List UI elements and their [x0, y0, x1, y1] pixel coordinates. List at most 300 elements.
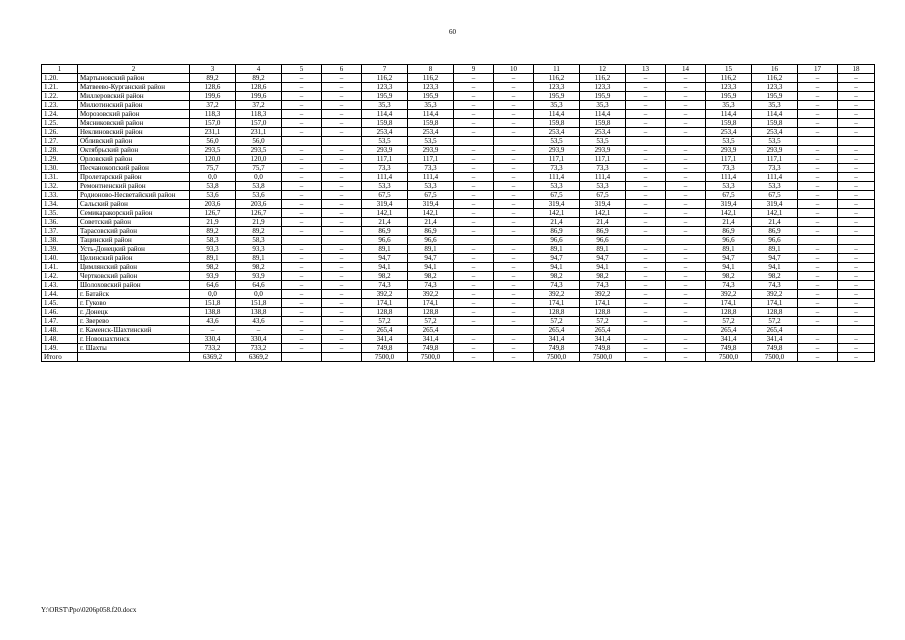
value-cell: –	[454, 344, 494, 353]
district-name-cell: Шолоховский район	[78, 281, 190, 290]
value-cell: 319,4	[580, 200, 626, 209]
value-cell: –	[666, 83, 706, 92]
value-cell: 98,2	[190, 263, 236, 272]
value-cell: 89,2	[190, 74, 236, 83]
value-cell: –	[626, 119, 666, 128]
value-cell: 7500,0	[706, 353, 752, 362]
value-cell: 174,1	[752, 299, 798, 308]
value-cell: 53,3	[534, 182, 580, 191]
column-header: 10	[494, 65, 534, 74]
value-cell: 341,4	[706, 335, 752, 344]
value-cell: 128,6	[190, 83, 236, 92]
value-cell: 74,3	[706, 281, 752, 290]
value-cell: 73,3	[534, 164, 580, 173]
value-cell: –	[322, 272, 362, 281]
value-cell: –	[322, 191, 362, 200]
value-cell: –	[626, 272, 666, 281]
value-cell: –	[666, 218, 706, 227]
value-cell: –	[282, 281, 322, 290]
value-cell: 94,1	[534, 263, 580, 272]
value-cell: 37,2	[236, 101, 282, 110]
value-cell: –	[322, 74, 362, 83]
value-cell: –	[494, 155, 534, 164]
value-cell: –	[626, 92, 666, 101]
value-cell: 174,1	[408, 299, 454, 308]
value-cell: 0,0	[190, 290, 236, 299]
value-cell: –	[322, 182, 362, 191]
column-header: 12	[580, 65, 626, 74]
row-number-cell: 1.39.	[42, 245, 78, 254]
value-cell: 98,2	[236, 263, 282, 272]
value-cell: –	[322, 173, 362, 182]
district-name-cell: Неклиновский район	[78, 128, 190, 137]
value-cell: 341,4	[752, 335, 798, 344]
value-cell: 733,2	[236, 344, 282, 353]
value-cell: 35,3	[408, 101, 454, 110]
row-number-cell: 1.22.	[42, 92, 78, 101]
row-number-cell: 1.48.	[42, 326, 78, 335]
column-header: 2	[78, 65, 190, 74]
value-cell	[454, 326, 494, 335]
value-cell: 330,4	[236, 335, 282, 344]
value-cell: –	[838, 290, 875, 299]
value-cell: 93,9	[190, 272, 236, 281]
value-cell: –	[666, 155, 706, 164]
value-cell: 21,4	[752, 218, 798, 227]
value-cell	[322, 236, 362, 245]
value-cell: 174,1	[580, 299, 626, 308]
value-cell: –	[282, 128, 322, 137]
row-number-cell: 1.47.	[42, 317, 78, 326]
district-name-cell: Морозовский район	[78, 110, 190, 119]
value-cell: 96,6	[752, 236, 798, 245]
value-cell: 114,4	[408, 110, 454, 119]
value-cell: 57,2	[752, 317, 798, 326]
value-cell: 174,1	[706, 299, 752, 308]
value-cell: –	[282, 200, 322, 209]
value-cell: 53,3	[362, 182, 408, 191]
data-table	[41, 64, 875, 362]
value-cell: –	[322, 110, 362, 119]
value-cell: –	[282, 218, 322, 227]
value-cell: 117,1	[752, 155, 798, 164]
value-cell: 111,4	[408, 173, 454, 182]
value-cell: –	[454, 254, 494, 263]
value-cell: 126,7	[236, 209, 282, 218]
value-cell: 89,2	[236, 74, 282, 83]
value-cell: 57,2	[534, 317, 580, 326]
value-cell: –	[494, 191, 534, 200]
value-cell: 74,3	[580, 281, 626, 290]
value-cell: –	[666, 317, 706, 326]
value-cell	[626, 236, 666, 245]
table-row	[42, 128, 875, 137]
value-cell: –	[282, 344, 322, 353]
value-cell: –	[236, 326, 282, 335]
table-row	[42, 200, 875, 209]
value-cell: –	[322, 335, 362, 344]
column-header: 1	[42, 65, 78, 74]
value-cell: –	[626, 227, 666, 236]
table-row	[42, 137, 875, 146]
value-cell: –	[626, 83, 666, 92]
value-cell: 319,4	[534, 200, 580, 209]
value-cell: 57,2	[580, 317, 626, 326]
value-cell: 89,1	[534, 245, 580, 254]
table-row	[42, 119, 875, 128]
value-cell: 73,3	[408, 164, 454, 173]
value-cell: –	[626, 101, 666, 110]
value-cell: 35,3	[706, 101, 752, 110]
value-cell: –	[494, 317, 534, 326]
value-cell	[666, 137, 706, 146]
value-cell: 53,3	[580, 182, 626, 191]
value-cell: 128,8	[534, 308, 580, 317]
value-cell: –	[798, 110, 838, 119]
value-cell: –	[494, 281, 534, 290]
column-header: 3	[190, 65, 236, 74]
value-cell: 330,4	[190, 335, 236, 344]
value-cell: 142,1	[706, 209, 752, 218]
value-cell	[626, 137, 666, 146]
row-number-cell: 1.31.	[42, 173, 78, 182]
value-cell: 128,8	[408, 308, 454, 317]
value-cell: –	[838, 200, 875, 209]
value-cell: –	[282, 263, 322, 272]
value-cell: –	[322, 164, 362, 173]
value-cell: –	[322, 254, 362, 263]
value-cell: 21,4	[408, 218, 454, 227]
value-cell: –	[454, 272, 494, 281]
column-header: 13	[626, 65, 666, 74]
value-cell: 253,4	[706, 128, 752, 137]
value-cell	[798, 236, 838, 245]
value-cell: 159,8	[534, 119, 580, 128]
row-number-cell: 1.40.	[42, 254, 78, 263]
value-cell: –	[626, 281, 666, 290]
value-cell: –	[282, 272, 322, 281]
value-cell: –	[798, 344, 838, 353]
table-row	[42, 335, 875, 344]
table-row	[42, 110, 875, 119]
value-cell: 195,9	[752, 92, 798, 101]
value-cell: 57,2	[362, 317, 408, 326]
value-cell: 89,1	[190, 254, 236, 263]
value-cell: 53,5	[534, 137, 580, 146]
district-name-cell: г. Каменск-Шахтинский	[78, 326, 190, 335]
value-cell: 265,4	[362, 326, 408, 335]
value-cell	[798, 326, 838, 335]
table-row	[42, 353, 875, 362]
value-cell: 35,3	[580, 101, 626, 110]
value-cell: –	[838, 245, 875, 254]
value-cell: 265,4	[408, 326, 454, 335]
value-cell: 159,8	[706, 119, 752, 128]
value-cell: –	[838, 155, 875, 164]
value-cell: –	[666, 299, 706, 308]
value-cell: 35,3	[362, 101, 408, 110]
district-name-cell: г. Зверево	[78, 317, 190, 326]
value-cell: 96,6	[706, 236, 752, 245]
value-cell: –	[494, 128, 534, 137]
value-cell: –	[626, 290, 666, 299]
column-header: 6	[322, 65, 362, 74]
value-cell: –	[454, 119, 494, 128]
value-cell: –	[454, 146, 494, 155]
value-cell	[838, 326, 875, 335]
value-cell: 116,2	[362, 74, 408, 83]
value-cell: 111,4	[362, 173, 408, 182]
value-cell: –	[798, 155, 838, 164]
value-cell: 43,6	[190, 317, 236, 326]
value-cell: 67,5	[408, 191, 454, 200]
value-cell: 114,4	[706, 110, 752, 119]
district-name-cell: Сальский район	[78, 200, 190, 209]
value-cell: –	[322, 146, 362, 155]
value-cell: 111,4	[752, 173, 798, 182]
table-row	[42, 155, 875, 164]
value-cell: 118,3	[236, 110, 282, 119]
value-cell: 114,4	[752, 110, 798, 119]
row-number-cell: 1.32.	[42, 182, 78, 191]
value-cell: 293,9	[706, 146, 752, 155]
value-cell: 64,6	[190, 281, 236, 290]
value-cell: –	[798, 128, 838, 137]
value-cell: 142,1	[408, 209, 454, 218]
row-number-cell: 1.24.	[42, 110, 78, 119]
value-cell: –	[626, 182, 666, 191]
value-cell: –	[666, 335, 706, 344]
table-row	[42, 182, 875, 191]
value-cell: –	[626, 317, 666, 326]
value-cell: 174,1	[362, 299, 408, 308]
value-cell: 21,4	[362, 218, 408, 227]
district-name-cell: Песчанокопский район	[78, 164, 190, 173]
value-cell: –	[838, 272, 875, 281]
value-cell: –	[798, 335, 838, 344]
column-header: 14	[666, 65, 706, 74]
value-cell: –	[626, 173, 666, 182]
value-cell: –	[454, 290, 494, 299]
value-cell: 319,4	[408, 200, 454, 209]
value-cell: 392,2	[580, 290, 626, 299]
value-cell: –	[322, 92, 362, 101]
value-cell: 253,4	[580, 128, 626, 137]
value-cell: 195,9	[408, 92, 454, 101]
value-cell: –	[626, 218, 666, 227]
row-number-cell: 1.35.	[42, 209, 78, 218]
district-name-cell: Чертковский район	[78, 272, 190, 281]
value-cell: 21,9	[236, 218, 282, 227]
column-header: 5	[282, 65, 322, 74]
value-cell: 138,8	[190, 308, 236, 317]
value-cell: 293,5	[236, 146, 282, 155]
value-cell: 53,8	[190, 182, 236, 191]
value-cell: 58,3	[236, 236, 282, 245]
table-row	[42, 236, 875, 245]
value-cell: –	[282, 101, 322, 110]
value-cell: –	[282, 227, 322, 236]
value-cell: 67,5	[362, 191, 408, 200]
value-cell: 64,6	[236, 281, 282, 290]
value-cell: 74,3	[534, 281, 580, 290]
value-cell: –	[626, 191, 666, 200]
value-cell: 0,0	[190, 173, 236, 182]
value-cell: 128,8	[752, 308, 798, 317]
value-cell: –	[798, 209, 838, 218]
value-cell: –	[666, 272, 706, 281]
value-cell: 86,9	[408, 227, 454, 236]
column-header: 4	[236, 65, 282, 74]
value-cell: –	[282, 146, 322, 155]
value-cell: –	[494, 146, 534, 155]
value-cell: –	[838, 317, 875, 326]
value-cell: 67,5	[534, 191, 580, 200]
column-header: 9	[454, 65, 494, 74]
value-cell: –	[838, 191, 875, 200]
district-name-cell: Матвеево-Курганский район	[78, 83, 190, 92]
value-cell: 7500,0	[408, 353, 454, 362]
value-cell: 94,1	[408, 263, 454, 272]
value-cell: 94,7	[408, 254, 454, 263]
district-name-cell: Октябрьский район	[78, 146, 190, 155]
value-cell: 319,4	[362, 200, 408, 209]
value-cell	[454, 236, 494, 245]
value-cell: 118,3	[190, 110, 236, 119]
value-cell: 94,1	[580, 263, 626, 272]
value-cell: –	[798, 218, 838, 227]
value-cell: –	[838, 110, 875, 119]
value-cell: –	[494, 164, 534, 173]
value-cell: –	[626, 164, 666, 173]
value-cell	[282, 236, 322, 245]
value-cell: –	[282, 308, 322, 317]
value-cell: 117,1	[580, 155, 626, 164]
value-cell: 159,8	[752, 119, 798, 128]
value-cell: 126,7	[190, 209, 236, 218]
row-number-cell: 1.23.	[42, 101, 78, 110]
value-cell: 89,1	[362, 245, 408, 254]
value-cell: –	[454, 92, 494, 101]
value-cell: 93,9	[236, 272, 282, 281]
value-cell: 116,2	[706, 74, 752, 83]
value-cell: –	[322, 83, 362, 92]
value-cell: 392,2	[408, 290, 454, 299]
value-cell: –	[626, 353, 666, 362]
value-cell: –	[666, 191, 706, 200]
value-cell: 392,2	[534, 290, 580, 299]
value-cell: –	[282, 173, 322, 182]
value-cell: 53,5	[408, 137, 454, 146]
district-name-cell: Целинский район	[78, 254, 190, 263]
value-cell: 174,1	[534, 299, 580, 308]
value-cell: 53,3	[706, 182, 752, 191]
value-cell: –	[322, 281, 362, 290]
row-number-cell: 1.34.	[42, 200, 78, 209]
value-cell: –	[322, 344, 362, 353]
value-cell: 67,5	[706, 191, 752, 200]
value-cell: 96,6	[534, 236, 580, 245]
value-cell: –	[494, 299, 534, 308]
table-row	[42, 218, 875, 227]
value-cell: –	[626, 146, 666, 155]
value-cell: –	[798, 92, 838, 101]
value-cell: 73,3	[752, 164, 798, 173]
value-cell: 98,2	[362, 272, 408, 281]
value-cell: 98,2	[580, 272, 626, 281]
value-cell: 86,9	[580, 227, 626, 236]
value-cell: 341,4	[580, 335, 626, 344]
value-cell: 123,3	[706, 83, 752, 92]
value-cell: –	[322, 209, 362, 218]
value-cell: –	[282, 92, 322, 101]
table-row	[42, 209, 875, 218]
value-cell: –	[666, 308, 706, 317]
value-cell: –	[798, 119, 838, 128]
value-cell: –	[494, 92, 534, 101]
value-cell: 89,1	[752, 245, 798, 254]
table-row	[42, 308, 875, 317]
value-cell: –	[838, 92, 875, 101]
value-cell: 749,8	[362, 344, 408, 353]
value-cell: –	[454, 308, 494, 317]
table-row	[42, 83, 875, 92]
value-cell: 56,0	[190, 137, 236, 146]
value-cell: –	[798, 200, 838, 209]
value-cell: –	[798, 308, 838, 317]
value-cell: 195,9	[706, 92, 752, 101]
value-cell: –	[838, 299, 875, 308]
district-name-cell: Цимлянский район	[78, 263, 190, 272]
value-cell: –	[454, 173, 494, 182]
value-cell: –	[798, 281, 838, 290]
row-number-cell: 1.20.	[42, 74, 78, 83]
column-header: 17	[798, 65, 838, 74]
value-cell: –	[454, 317, 494, 326]
value-cell: 56,0	[236, 137, 282, 146]
value-cell: 749,8	[534, 344, 580, 353]
value-cell: –	[494, 245, 534, 254]
value-cell: 93,3	[190, 245, 236, 254]
value-cell: 73,3	[706, 164, 752, 173]
value-cell: 53,5	[706, 137, 752, 146]
value-cell: –	[282, 245, 322, 254]
value-cell: –	[454, 182, 494, 191]
header-row	[42, 65, 875, 74]
value-cell: –	[798, 299, 838, 308]
value-cell: –	[494, 200, 534, 209]
value-cell: –	[494, 290, 534, 299]
value-cell: –	[454, 263, 494, 272]
table-row	[42, 326, 875, 335]
value-cell: 114,4	[534, 110, 580, 119]
value-cell: –	[666, 128, 706, 137]
value-cell: 159,8	[580, 119, 626, 128]
value-cell: 96,6	[580, 236, 626, 245]
value-cell: –	[666, 146, 706, 155]
value-cell: 749,8	[580, 344, 626, 353]
value-cell: –	[494, 353, 534, 362]
table-row	[42, 281, 875, 290]
value-cell: 123,3	[534, 83, 580, 92]
value-cell: 74,3	[408, 281, 454, 290]
value-cell: –	[626, 344, 666, 353]
value-cell: 21,4	[580, 218, 626, 227]
value-cell: 123,3	[362, 83, 408, 92]
value-cell: 128,8	[580, 308, 626, 317]
value-cell: 57,2	[706, 317, 752, 326]
value-cell: 73,3	[580, 164, 626, 173]
